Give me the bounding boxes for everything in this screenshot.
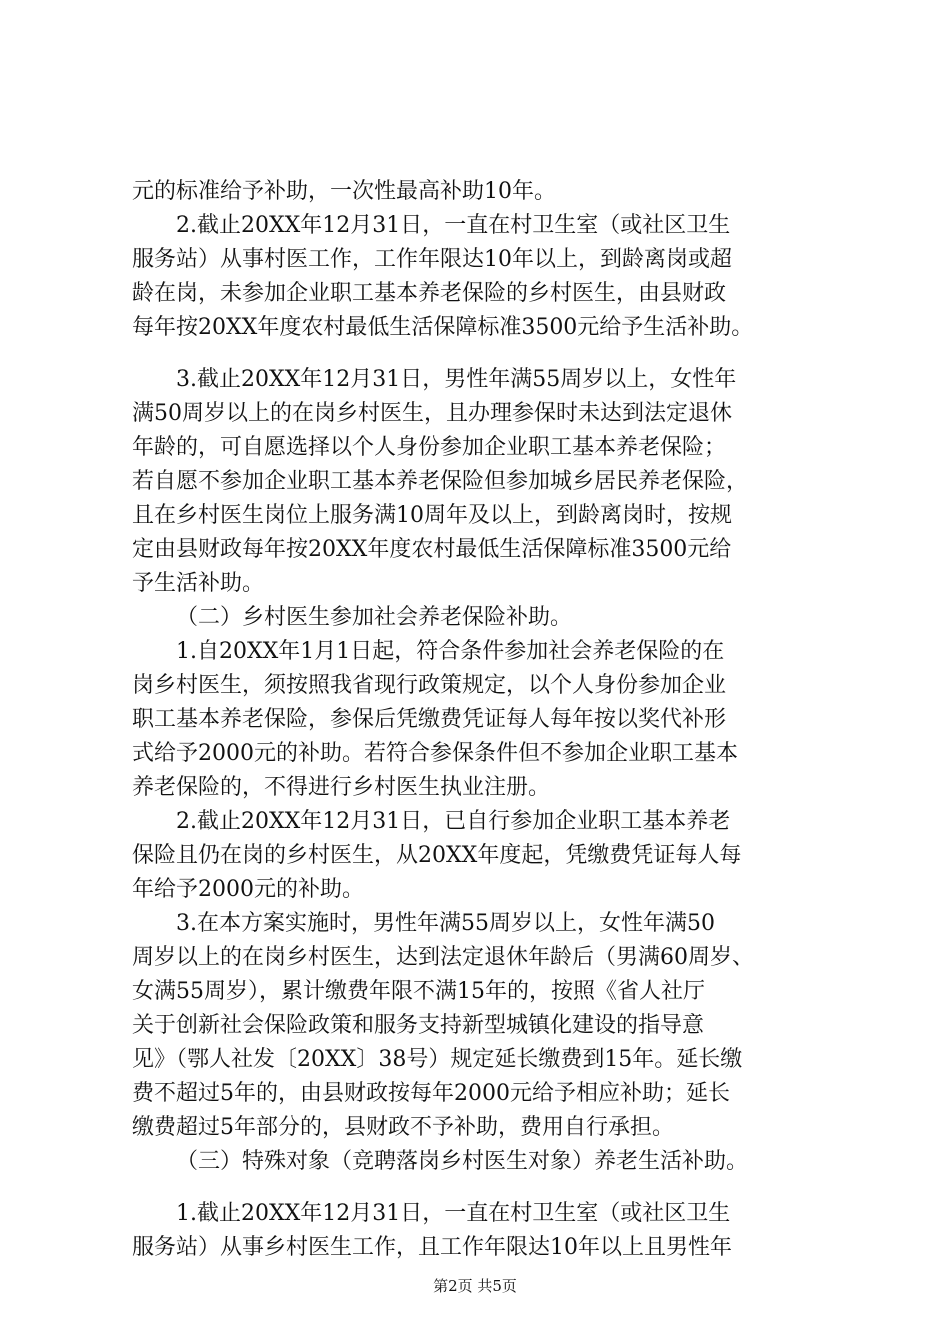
page-footer: 第2页 共5页	[433, 1277, 517, 1295]
paragraph-line: 关于创新社会保险政策和服务支持新型城镇化建设的指导意	[132, 1013, 705, 1038]
paragraph-line: 女满55周岁），累计缴费年限不满15年的，按照《省人社厅	[132, 979, 705, 1004]
paragraph-line: 保险且仍在岗的乡村医生，从20XX年度起，凭缴费凭证每人每	[132, 843, 742, 868]
paragraph-line: 服务站）从事村医工作，工作年限达10年以上，到龄离岗或超	[132, 247, 732, 272]
paragraph-line: 1.自20XX年1月1日起，符合条件参加社会养老保险的在	[176, 639, 725, 664]
paragraph-line: 元的标准给予补助，一次性最高补助10年。	[132, 179, 556, 204]
paragraph-line: 2.截止20XX年12月31日，已自行参加企业职工基本养老	[176, 809, 731, 834]
paragraph-line: 定由县财政每年按20XX年度农村最低生活保障标准3500元给	[132, 537, 732, 562]
paragraph-line: 养老保险的，不得进行乡村医生执业注册。	[132, 775, 551, 800]
paragraph-line: 费不超过5年的，由县财政按每年2000元给予相应补助；延长	[132, 1081, 730, 1106]
paragraph-line: 年龄的，可自愿选择以个人身份参加企业职工基本养老保险；	[132, 435, 727, 460]
paragraph-line: 岗乡村医生，须按照我省现行政策规定，以个人身份参加企业	[132, 673, 727, 698]
paragraph-line: 满50周岁以上的在岗乡村医生，且办理参保时未达到法定退休	[132, 401, 732, 426]
section-heading: （三）特殊对象（竞聘落岗乡村医生对象）养老生活补助。	[176, 1149, 749, 1174]
paragraph-line: 且在乡村医生岗位上服务满10周年及以上，到龄离岗时，按规	[132, 503, 732, 528]
paragraph-line: 职工基本养老保险，参保后凭缴费凭证每人每年按以奖代补形	[132, 707, 727, 732]
paragraph-line: 3.在本方案实施时，男性年满55周岁以上，女性年满50	[176, 911, 715, 936]
paragraph-line: 若自愿不参加企业职工基本养老保险但参加城乡居民养老保险，	[132, 469, 749, 494]
paragraph-line: 每年按20XX年度农村最低生活保障标准3500元给予生活补助。	[132, 315, 754, 340]
paragraph-line: 服务站）从事乡村医生工作，且工作年限达10年以上且男性年	[132, 1235, 732, 1260]
paragraph-line: 1.截止20XX年12月31日，一直在村卫生室（或社区卫生	[176, 1201, 731, 1226]
section-heading: （二）乡村医生参加社会养老保险补助。	[176, 605, 573, 630]
paragraph-line: 周岁以上的在岗乡村医生，达到法定退休年龄后（男满60周岁、	[132, 945, 754, 970]
paragraph-line: 龄在岗，未参加企业职工基本养老保险的乡村医生，由县财政	[132, 281, 727, 306]
paragraph-line: 予生活补助。	[132, 571, 265, 596]
paragraph-line: 式给予2000元的补助。若符合参保条件但不参加企业职工基本	[132, 741, 738, 766]
paragraph-line: 年给予2000元的补助。	[132, 877, 364, 902]
paragraph-line: 见》（鄂人社发〔20XX〕38号）规定延长缴费到15年。延长缴	[132, 1047, 743, 1072]
paragraph-line: 3.截止20XX年12月31日，男性年满55周岁以上，女性年	[176, 367, 737, 392]
paragraph-line: 缴费超过5年部分的，县财政不予补助，费用自行承担。	[132, 1115, 674, 1140]
paragraph-line: 2.截止20XX年12月31日，一直在村卫生室（或社区卫生	[176, 213, 731, 238]
